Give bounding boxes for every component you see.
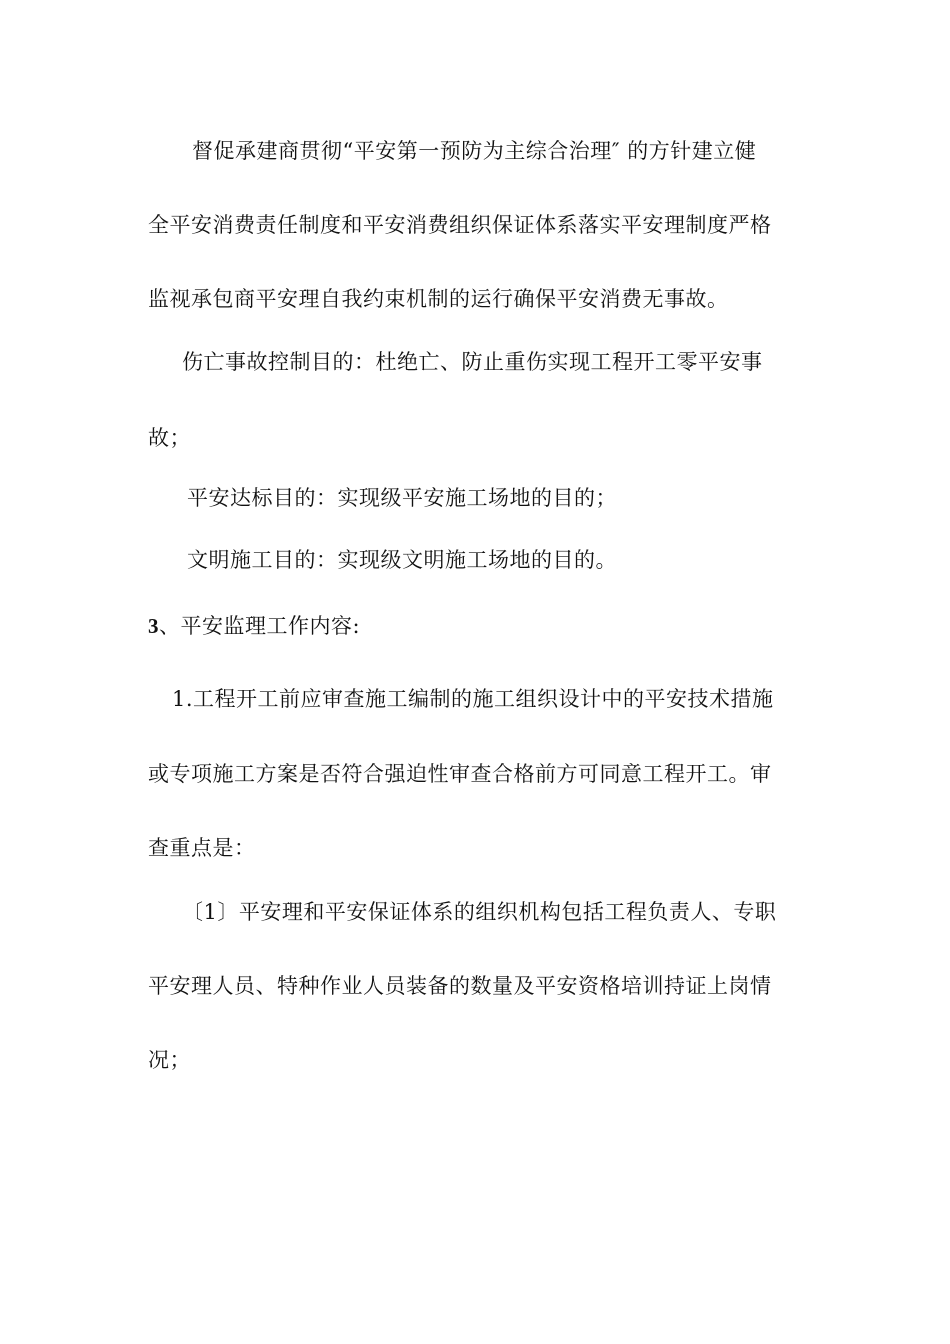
paragraph-line: 查重点是： <box>148 836 256 860</box>
paragraph-line: 监视承包商平安理自我约束机制的运行确保平安消费无事故。 <box>148 287 729 311</box>
paragraph-line: 文明施工目的：实现级文明施工场地的目的。 <box>187 548 617 572</box>
paragraph-line: 督促承建商贯彻“平安第一预防为主综合治理″ 的方针建立健 <box>192 139 757 163</box>
paragraph-line: 故； <box>148 426 191 450</box>
section-number: 3 <box>148 614 159 638</box>
paragraph-line: 〔1〕平安理和平安保证体系的组织机构包括工程负责人、专职 <box>182 900 777 924</box>
paragraph-line: 全平安消费责任制度和平安消费组织保证体系落实平安理制度严格 <box>148 213 772 237</box>
section-title: 、平安监理工作内容: <box>159 614 361 638</box>
section-heading <box>148 612 360 640</box>
paragraph-line: 或专项施工方案是否符合强迫性审查合格前方可同意工程开工。审 <box>148 762 772 786</box>
paragraph-line: 伤亡事故控制目的：杜绝亡、防止重伤实现工程开工零平安事 <box>182 350 763 374</box>
paragraph-line: 况； <box>148 1048 191 1072</box>
paragraph-line: 平安理人员、特种作业人员装备的数量及平安资格培训持证上岗情 <box>148 974 772 998</box>
paragraph-line: 平安达标目的：实现级平安施工场地的目的； <box>187 486 617 510</box>
paragraph-line: 1.工程开工前应审查施工编制的施工组织设计中的平安技术措施 <box>172 687 774 711</box>
